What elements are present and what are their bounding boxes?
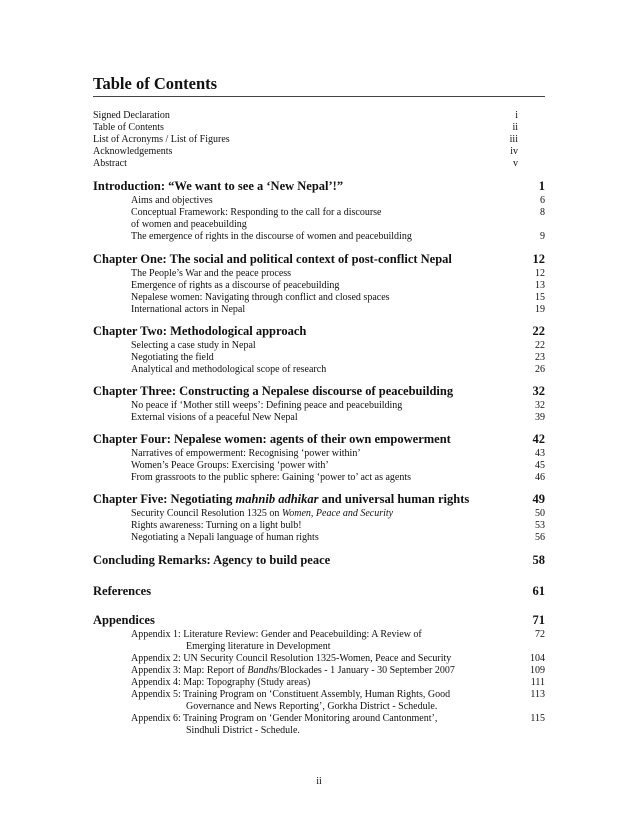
toc-entry-label: Emergence of rights as a discourse of peacebuilding <box>131 280 340 291</box>
toc-entry-page: 23 <box>535 352 545 363</box>
toc-entry-label: Negotiating the field <box>131 352 214 363</box>
toc-entry-label-continued: of women and peacebuilding <box>131 219 247 230</box>
chapter-page: 71 <box>532 613 545 627</box>
toc-entry-label: List of Acronyms / List of Figures <box>93 134 230 145</box>
chapter-heading-part: and universal human rights <box>318 492 470 506</box>
toc-entry-page: 45 <box>535 460 545 471</box>
chapter-heading: References <box>93 584 152 598</box>
toc-entry-page: 113 <box>530 689 545 700</box>
toc-entry-page: 19 <box>535 304 545 315</box>
toc-entry-label: Analytical and methodological scope of research <box>131 364 327 375</box>
toc-entry-page: 72 <box>535 629 545 640</box>
toc-entry-label: The emergence of rights in the discourse of women and peacebuilding <box>131 231 412 242</box>
toc-entry-page: iii <box>509 134 518 145</box>
toc-entry-label: Abstract <box>93 158 127 169</box>
toc-entry-label: The People’s War and the peace process <box>131 268 292 279</box>
toc-entry-label-continued: Governance and News Reporting’, Gorkha District - Schedule. <box>186 701 438 712</box>
toc-entry-page: 104 <box>530 653 545 664</box>
toc-entry-label: Appendix 6: Training Program on ‘Gender Monitoring around Cantonment’, <box>131 713 438 724</box>
toc-entry-label: Table of Contents <box>93 122 164 133</box>
toc-entry-page: 6 <box>540 195 545 206</box>
toc-entry-page: 22 <box>535 340 545 351</box>
toc-entry-label: Narratives of empowerment: Recognising ‘power within’ <box>131 448 361 459</box>
toc-entry-page: 15 <box>535 292 545 303</box>
chapter-heading: Appendices <box>93 613 155 627</box>
chapter-page: 22 <box>532 324 545 338</box>
toc-entry-page: 8 <box>540 207 545 218</box>
toc-entry-label-continued: Emerging literature in Development <box>186 641 331 652</box>
toc-entry-page: 13 <box>535 280 545 291</box>
toc-entry-label: Rights awareness: Turning on a light bulb! <box>131 520 302 531</box>
chapter-page: 58 <box>532 553 545 567</box>
toc-entry-page: 56 <box>535 532 545 543</box>
toc-entry-label: Signed Declaration <box>93 110 170 121</box>
chapter-page: 42 <box>532 432 545 446</box>
toc-entry-page: 115 <box>530 713 545 724</box>
toc-entry-label-part: Appendix 3: Map: Report of <box>131 665 248 676</box>
toc-entry-page: 12 <box>535 268 545 279</box>
page-title: Table of Contents <box>93 74 218 93</box>
toc-entry-page: iv <box>510 146 518 157</box>
chapter-heading: Concluding Remarks: Agency to build peace <box>93 553 331 567</box>
toc-entry-label-italic: Bandhs <box>247 665 278 676</box>
toc-entry-label: Acknowledgements <box>93 146 173 157</box>
toc-entry-page: 46 <box>535 472 545 483</box>
chapter-heading: Chapter Four: Nepalese women: agents of their own empowerment <box>93 432 451 446</box>
toc-entry-page: 53 <box>535 520 545 531</box>
chapter-heading: Chapter Two: Methodological approach <box>93 324 307 338</box>
toc-entry-label-continued: Sindhuli District - Schedule. <box>186 725 300 736</box>
toc-entry-label: Appendix 1: Literature Review: Gender and Peacebuilding: A Review of <box>131 629 422 640</box>
toc-entry-page: 43 <box>535 448 545 459</box>
toc-entry-page: 26 <box>535 364 545 375</box>
toc-entry-label: Appendix 5: Training Program on ‘Constituent Assembly, Human Rights, Good <box>131 689 451 700</box>
toc-entry-label: Women’s Peace Groups: Exercising ‘power with’ <box>131 460 329 471</box>
chapter-page: 49 <box>532 492 545 506</box>
toc-entry-label-part: /Blockades - 1 January - 30 September 2007 <box>277 665 455 676</box>
toc-entry-label: Negotiating a Nepali language of human rights <box>131 532 319 543</box>
toc-entry-page: 39 <box>535 412 545 423</box>
toc-entry-label: Appendix 2: UN Security Council Resolution 1325-Women, Peace and Security <box>131 653 452 664</box>
chapter-heading: Introduction: “We want to see a ‘New Nepal’!” <box>93 179 344 193</box>
toc-entry-page: 9 <box>540 231 545 242</box>
toc-entry-page: i <box>515 110 518 121</box>
toc-entry-label: From grassroots to the public sphere: Gaining ‘power to’ act as agents <box>131 472 412 483</box>
chapter-page: 32 <box>532 384 545 398</box>
chapter-heading: Chapter Three: Constructing a Nepalese discourse of peacebuilding <box>93 384 454 398</box>
chapter-page: 1 <box>538 179 545 193</box>
chapter-heading <box>93 492 469 507</box>
toc-entry-label: No peace if ‘Mother still weeps’: Defining peace and peacebuilding <box>131 400 403 411</box>
toc-entry-label: Nepalese women: Navigating through conflict and closed spaces <box>131 292 390 303</box>
toc-entry-label: Selecting a case study in Nepal <box>131 340 256 351</box>
chapter-heading-part: Chapter Five: Negotiating <box>93 492 236 506</box>
toc-entry-page: 109 <box>530 665 545 676</box>
chapter-heading: Chapter One: The social and political context of post-conflict Nepal <box>93 252 452 266</box>
toc-entry-label: Appendix 4: Map: Topography (Study areas) <box>131 677 311 688</box>
toc-entry-page: 111 <box>530 677 545 688</box>
toc-entry-page: 32 <box>535 400 545 411</box>
toc-entry-label: Aims and objectives <box>131 195 213 206</box>
toc-entry-label-part: Security Council Resolution 1325 on <box>131 508 282 519</box>
toc-entry-page: ii <box>512 122 518 133</box>
toc-entry-label: Conceptual Framework: Responding to the call for a discourse <box>131 207 382 218</box>
toc-entry-label <box>131 508 525 520</box>
toc-entry-page: v <box>513 158 518 169</box>
page-number-footer: ii <box>316 776 322 787</box>
chapter-page: 12 <box>532 252 545 266</box>
toc-entry-label: International actors in Nepal <box>131 304 246 315</box>
chapter-page: 61 <box>532 584 545 598</box>
toc-entry-label: External visions of a peaceful New Nepal <box>131 412 298 423</box>
toc-entry-label <box>131 665 525 677</box>
toc-entry-page: 50 <box>535 508 545 519</box>
chapter-heading-italic: mahnib adhikar <box>235 492 319 506</box>
title-rule <box>93 96 545 97</box>
toc-entry-label-italic: Women, Peace and Security <box>281 508 394 519</box>
